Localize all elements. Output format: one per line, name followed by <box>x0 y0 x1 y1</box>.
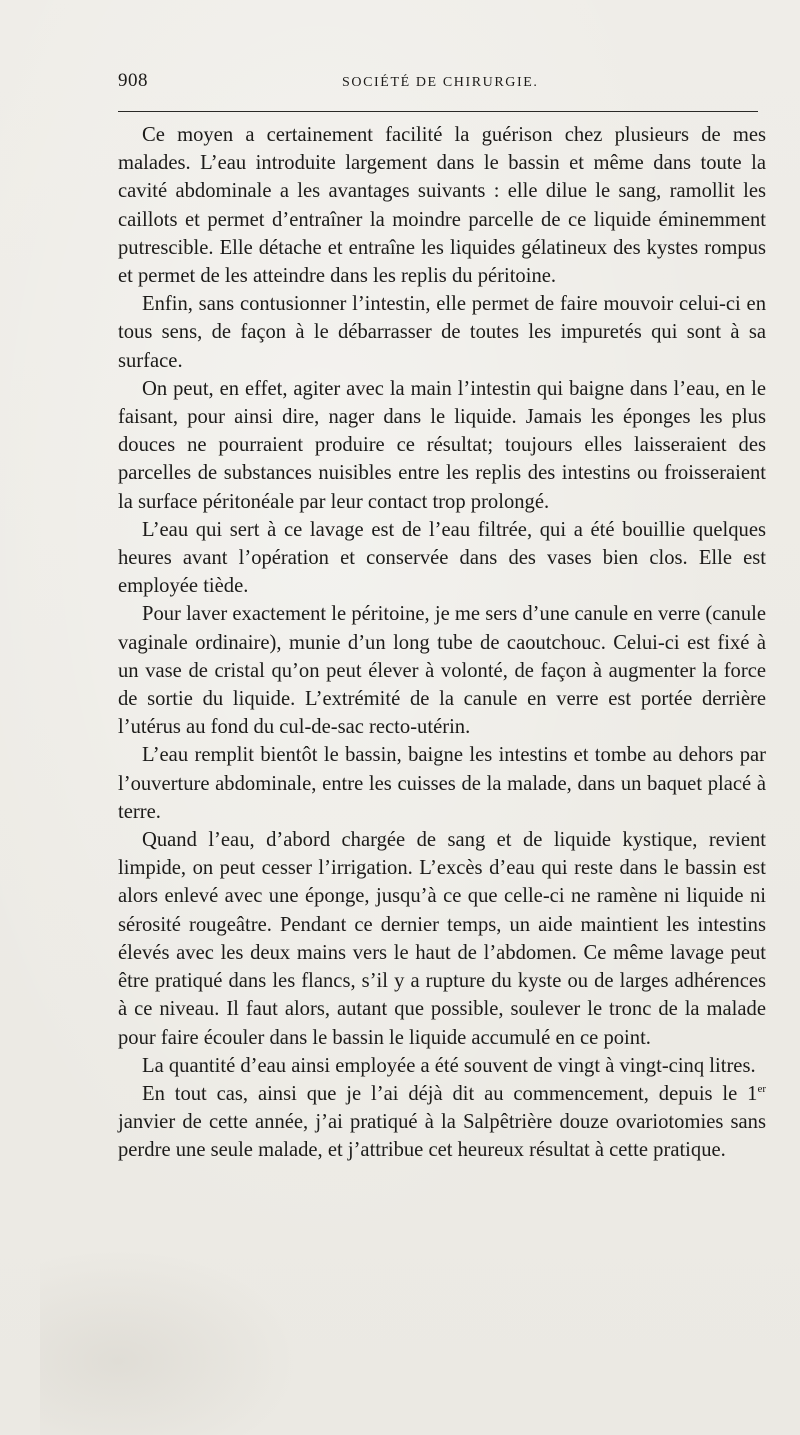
paragraph: Quand l’eau, d’abord chargée de sang et de liquide kystique, revient limpide, on peut cesser l’irrigation. L’excès d’eau qui reste dans le bassin est alors enlevé avec une éponge, jusqu’à ce que celle-ci ne ramène ni liquide ni sérosité rougeâtre. Pendant ce dernier temps, un aide maintient les intestins élevés avec les deux mains vers le haut de l’abdomen. Ce même lavage peut être pratiqué dans les flancs, s’il y a rupture du kyste ou de larges adhérences à ce niveau. Il faut alors, autant que possible, soulever le tronc de la malade pour faire écouler dans le bassin le liquide accumulé en ce point. <box>118 829 766 1049</box>
paragraph: Enfin, sans contusionner l’intestin, elle permet de faire mouvoir celui-ci en tous sens, de façon à le débarrasser de toutes les impuretés qui sont à sa surface. <box>118 293 766 372</box>
paragraph: L’eau qui sert à ce lavage est de l’eau filtrée, qui a été bouillie quelques heures avant l’opération et conservée dans des vases bien clos. Elle est employée tiède. <box>118 518 766 598</box>
last-paragraph-after: janvier de cette année, j’ai pratiqué à la Salpêtrière douze ovariotomies sans perdre une seule malade, et j’attribue cet heureux résultat à cette pratique. <box>118 1111 766 1162</box>
paragraph: L’eau remplit bientôt le bassin, baigne les intestins et tombe au dehors par l’ouverture abdominale, entre les cuisses de la malade, dans un baquet placé à terre. <box>118 744 766 823</box>
page-header <box>118 70 758 96</box>
header-rule <box>118 111 758 112</box>
body-text <box>118 121 766 1165</box>
paragraph: Pour laver exactement le péritoine, je me sers d’une canule en verre (canule vaginale ordinaire), munie d’un long tube de caoutchouc. Celui-ci est fixé à un vase de cristal qu’on peut élever à volonté, de façon à augmenter la force de sortie du liquide. L’extrémité de la canule en verre est portée derrière l’utérus au fond du cul-de-sac recto-utérin. <box>118 603 766 739</box>
page-number: 908 <box>118 70 148 91</box>
paragraph: On peut, en effet, agiter avec la main l’intestin qui baigne dans l’eau, en le faisant, pour ainsi dire, nager dans le liquide. Jamais les éponges les plus douces ne pourraient produire ce résultat; toujours elles laisseraient des parcelles de substances nuisibles entre les replis des intestins ou froisseraient la surface péritonéale par leur contact trop prolongé. <box>118 377 766 513</box>
paragraph: La quantité d’eau ainsi employée a été souvent de vingt à vingt-cinq litres. <box>142 1054 756 1077</box>
paragraph-last <box>118 1080 766 1165</box>
paragraph: Ce moyen a certainement facilité la guérison chez plusieurs de mes malades. L’eau introduite largement dans le bassin et même dans toute la cavité abdominale a les avantages suivants : elle dilue le sang, ramollit les caillots et permet d’entraîner la moindre parcelle de ce liquide éminemment putrescible. Elle détache et entraîne les liquides gélatineux des kystes rompus et permet de les atteindre dans les replis du péritoine. <box>118 124 766 288</box>
running-head: SOCIÉTÉ DE CHIRURGIE. <box>342 75 539 90</box>
paper-stain <box>40 1250 300 1435</box>
last-paragraph-before: En tout cas, ainsi que je l’ai déjà dit au commencement, depuis le 1 <box>142 1082 758 1105</box>
superscript-er: er <box>757 1083 766 1096</box>
